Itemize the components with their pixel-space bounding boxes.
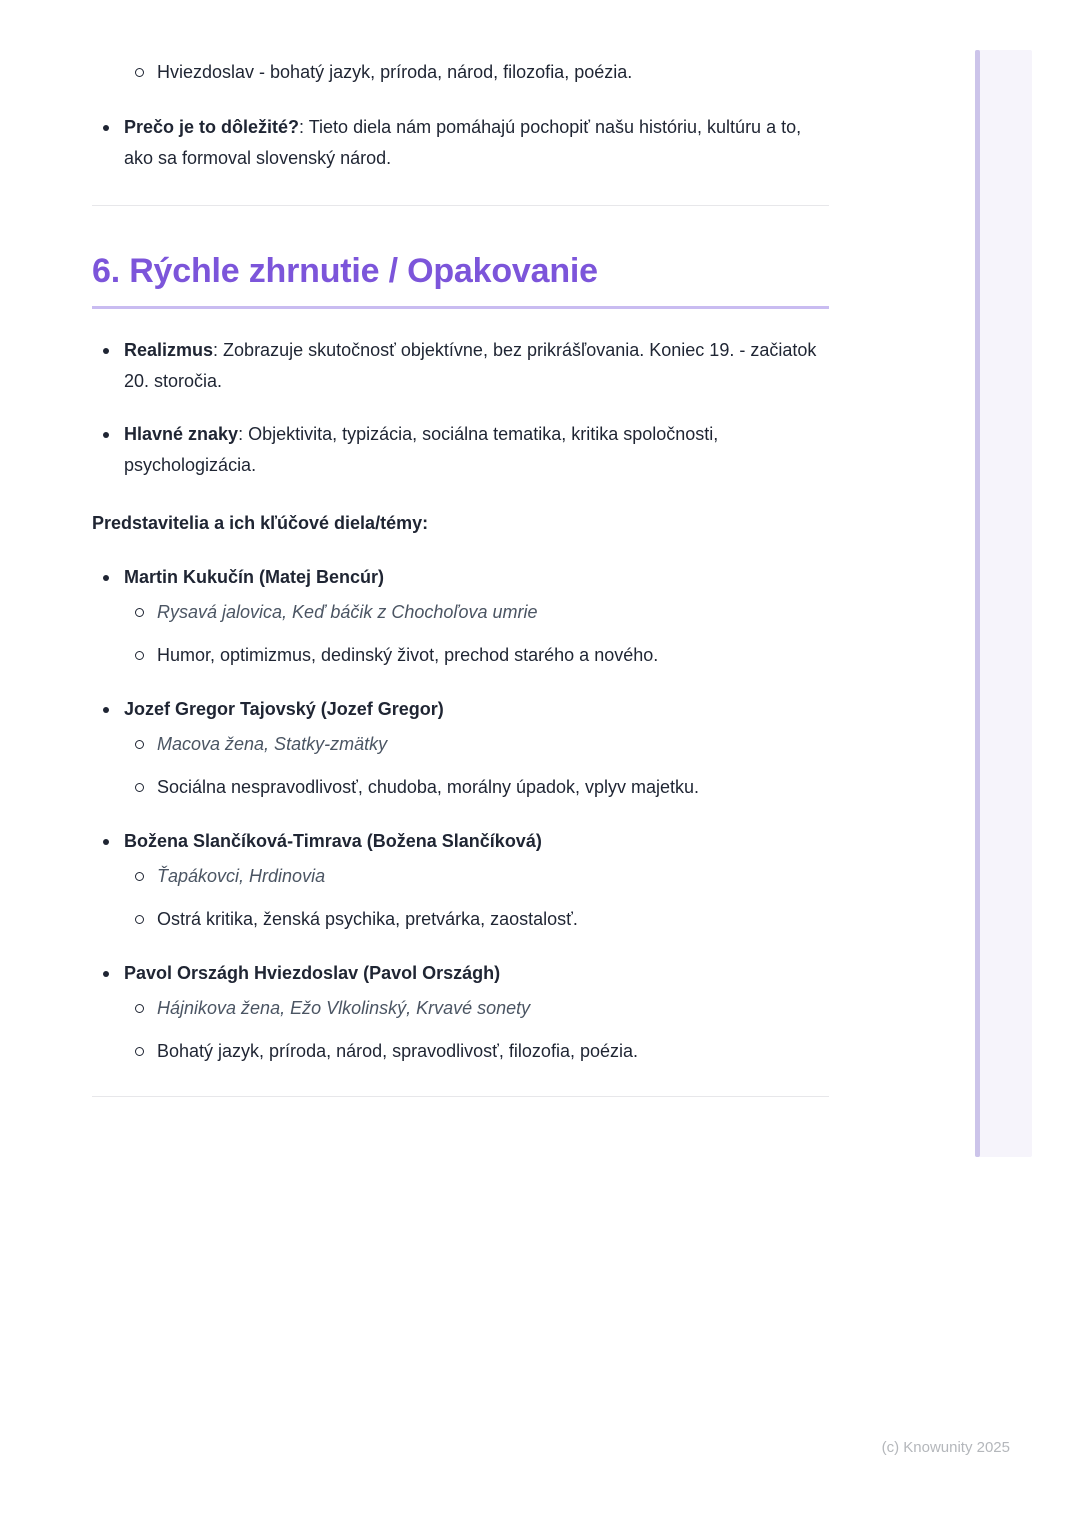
author-name: Pavol Országh Hviezdoslav (Pavol Országh) (124, 963, 501, 983)
author-name: Jozef Gregor Tajovský (Jozef Gregor) (124, 699, 444, 719)
circle-bullet-icon (125, 1036, 157, 1067)
list-item (92, 861, 829, 892)
list-item (92, 597, 829, 628)
list-item (92, 904, 829, 935)
list-item (92, 694, 829, 725)
list-item-text (124, 112, 829, 174)
list-item-text (124, 335, 829, 397)
author-group (92, 958, 829, 1067)
list-item (92, 562, 829, 593)
circle-bullet-icon (125, 597, 157, 628)
circle-bullet-icon (125, 861, 157, 892)
circle-bullet-icon (125, 729, 157, 760)
disc-bullet-icon (92, 958, 124, 989)
list-item (92, 772, 829, 803)
author-themes: Sociálna nespravodlivosť, chudoba, morálny úpadok, vplyv majetku. (157, 777, 700, 797)
author-name: Martin Kukučín (Matej Bencúr) (124, 567, 385, 587)
author-name: Božena Slančíková-Timrava (Božena Slančíková) (124, 831, 542, 851)
author-themes: Bohatý jazyk, príroda, národ, spravodlivosť, filozofia, poézia. (157, 1041, 638, 1061)
section-heading: 6. Rýchle zhrnutie / Opakovanie (92, 249, 829, 309)
list-item (92, 112, 829, 174)
list-item (92, 729, 829, 760)
author-group (92, 562, 829, 671)
why-important-label: Prečo je to dôležité? (124, 117, 300, 137)
list-item-text (124, 419, 829, 481)
bullet-text: : Objektivita, typizácia, sociálna tematika, kritika spoločnosti, psychologizácia. (124, 424, 719, 475)
bullet-label: Hlavné znaky (124, 424, 239, 444)
list-item (92, 958, 829, 989)
disc-bullet-icon (92, 112, 124, 143)
author-group (92, 694, 829, 803)
circle-bullet-icon (125, 772, 157, 803)
list-item (92, 419, 829, 481)
why-important-text: : Tieto diela nám pomáhajú pochopiť našu históriu, kultúru a to, ako sa formoval slovenský národ. (124, 117, 802, 168)
circle-bullet-icon (125, 640, 157, 671)
author-group (92, 826, 829, 935)
document-content (92, 48, 829, 1097)
disc-bullet-icon (92, 826, 124, 857)
author-works: Hájnikova žena, Ežo Vlkolinský, Krvavé sonety (157, 998, 531, 1018)
representatives-subheading: Predstavitelia a ich kľúčové diela/témy: (92, 513, 429, 533)
circle-bullet-icon (125, 904, 157, 935)
disc-bullet-icon (92, 562, 124, 593)
list-item (92, 1036, 829, 1067)
list-item (92, 993, 829, 1024)
bullet-label: Realizmus (124, 340, 214, 360)
disc-bullet-icon (92, 335, 124, 366)
disc-bullet-icon (92, 694, 124, 725)
section-divider (92, 1096, 829, 1097)
scrollbar-track[interactable] (975, 50, 1032, 1157)
author-works: Rysavá jalovica, Keď báčik z Chochoľova umrie (157, 602, 538, 622)
list-item-text: Hviezdoslav - bohatý jazyk, príroda, národ, filozofia, poézia. (157, 62, 633, 82)
section-divider (92, 205, 829, 206)
author-works: Macova žena, Statky-zmätky (157, 734, 388, 754)
scrollbar-thumb[interactable] (975, 50, 980, 1157)
list-item (92, 57, 829, 88)
disc-bullet-icon (92, 419, 124, 450)
list-item (92, 826, 829, 857)
author-themes: Humor, optimizmus, dedinský život, prechod starého a nového. (157, 645, 659, 665)
author-works: Ťapákovci, Hrdinovia (157, 866, 326, 886)
author-themes: Ostrá kritika, ženská psychika, pretvárka, zaostalosť. (157, 909, 578, 929)
circle-bullet-icon (125, 993, 157, 1024)
copyright-footer: (c) Knowunity 2025 (881, 1439, 1010, 1456)
circle-bullet-icon (125, 57, 157, 88)
list-item (92, 640, 829, 671)
list-item (92, 335, 829, 397)
bullet-text: : Zobrazuje skutočnosť objektívne, bez prikrášľovania. Koniec 19. - začiatok 20. storočia. (124, 340, 817, 391)
